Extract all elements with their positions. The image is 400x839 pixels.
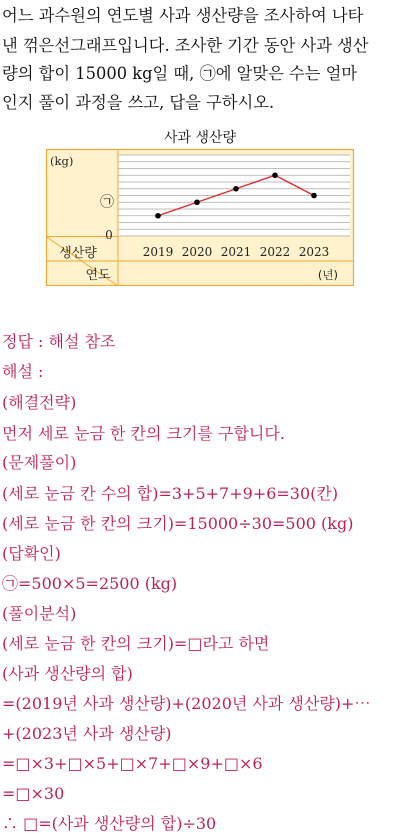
data-point-2019	[155, 213, 161, 219]
y-unit-label: (kg)	[50, 154, 74, 168]
answer-line-4: 먼저 세로 눈금 한 칸의 크기를 구합니다.	[2, 424, 285, 443]
answer-line-10: (풀이분석)	[2, 604, 77, 623]
answer-line-11: (세로 눈금 한 칸의 크기)=□라고 하면	[2, 634, 270, 653]
answer-line-8: (답확인)	[2, 544, 61, 563]
line-chart	[46, 149, 354, 286]
answer-line-7: (세로 눈금 한 칸의 크기)=15000÷30=500 (kg)	[2, 514, 354, 533]
problem-line-4: 인지 풀이 과정을 쓰고, 답을 구하시오.	[2, 93, 275, 112]
answer-line-15: =□×3+□×5+□×7+□×9+□×6	[2, 754, 263, 773]
answer-line-12: (사과 생산량의 합)	[2, 664, 133, 683]
y-tick-0: 0	[105, 228, 113, 242]
answer-line-9: ㉠=500×5=2500 (kg)	[2, 574, 178, 593]
x-tick-label-2022: 2022	[259, 245, 291, 259]
answer-line-6: (세로 눈금 칸 수의 합)=3+5+7+9+6=30(칸)	[2, 484, 339, 503]
answer-line-13: =(2019년 사과 생산량)+(2020년 사과 생산량)+⋯	[2, 694, 371, 713]
x-tick-label-2023: 2023	[298, 245, 330, 259]
answer-line-1: 정답 : 해설 참조	[2, 332, 116, 351]
answer-line-16: =□×30	[2, 784, 65, 803]
x-unit-label: (년)	[317, 268, 338, 282]
x-row-header: 연도	[85, 268, 111, 283]
answer-line-14: +(2023년 사과 생산량)	[2, 724, 172, 743]
chart-title: 사과 생산량	[163, 130, 237, 146]
problem-line-1: 어느 과수원의 연도별 사과 생산량을 조사하여 나타	[2, 6, 364, 25]
answer-line-5: (문제풀이)	[2, 453, 77, 472]
data-point-2023	[311, 193, 317, 199]
answer-line-2: 해설 :	[2, 362, 44, 381]
y-tick-circle-label: ㉠	[100, 194, 114, 211]
problem-line-2: 낸 꺾은선그래프입니다. 조사한 기간 동안 사과 생산	[2, 36, 369, 55]
answer-line-17: ∴ □=(사과 생산량의 합)÷30	[2, 814, 217, 833]
y-row-header: 생산량	[59, 246, 97, 261]
x-tick-label-2020: 2020	[181, 245, 213, 259]
answer-line-3: (해결전략)	[2, 393, 77, 412]
x-tick-label-2019: 2019	[142, 245, 174, 259]
data-point-2022	[272, 172, 278, 178]
problem-line-3: 량의 합이 15000 kg일 때, ㉠에 알맞은 수는 얼마	[2, 64, 358, 83]
x-tick-label-2021: 2021	[220, 245, 252, 259]
data-point-2021	[233, 186, 239, 192]
data-point-2020	[194, 199, 200, 205]
